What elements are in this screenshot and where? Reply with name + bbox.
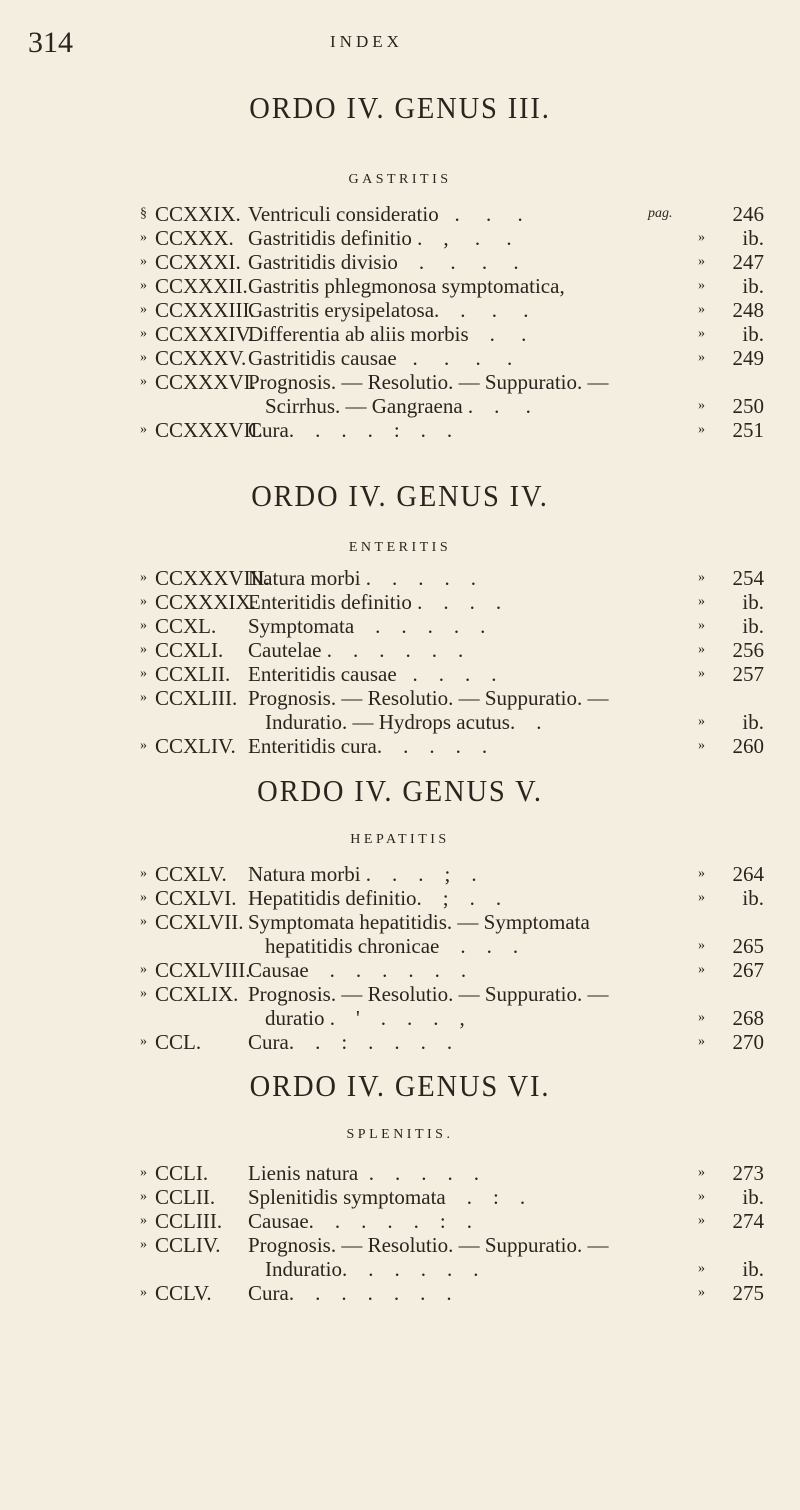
entry-title: Lienis natura . . . . . — [248, 1161, 479, 1185]
page-marker: » — [698, 866, 705, 881]
section-subtitle: HEPATITIS — [350, 832, 450, 847]
entry-number: CCXXXVIII. — [155, 566, 270, 590]
entry-marker: » — [140, 738, 147, 753]
entry-number: CCLII. — [155, 1185, 216, 1209]
entry-number: CCXXX. — [155, 226, 234, 250]
entry-page: ib. — [742, 710, 764, 734]
entry-marker: » — [140, 866, 147, 881]
index-entry — [0, 734, 800, 758]
index-entry — [0, 590, 800, 614]
index-entry — [0, 686, 800, 710]
section-heading: ORDO IV. GENUS VI. — [249, 1068, 551, 1103]
entry-page: 270 — [732, 1030, 764, 1054]
index-entry — [0, 250, 800, 274]
entry-page: 249 — [732, 346, 764, 370]
entry-marker: » — [140, 570, 147, 585]
page-marker: » — [698, 738, 705, 753]
entry-marker: » — [140, 1213, 147, 1228]
entry-number: CCXXXVII. — [155, 418, 263, 442]
entry-page: 274 — [732, 1209, 764, 1233]
index-entry — [0, 710, 800, 734]
page-marker: » — [698, 714, 705, 729]
entry-page: 251 — [732, 418, 764, 442]
entry-title: Induratio. . . . . . — [265, 1257, 479, 1281]
entry-marker: » — [140, 302, 147, 317]
section-subtitle: SPLENITIS. — [346, 1127, 454, 1142]
entry-number: CCXLI. — [155, 638, 224, 662]
index-entry — [0, 1209, 800, 1233]
section-heading: ORDO IV. GENUS V. — [257, 773, 543, 808]
entry-title: Cura. . . . : . . — [248, 418, 453, 442]
entry-page: ib. — [742, 1257, 764, 1281]
index-entry — [0, 1257, 800, 1281]
entry-marker: » — [140, 890, 147, 905]
index-entry — [0, 982, 800, 1006]
entry-page: 254 — [732, 566, 764, 590]
index-entry — [0, 1006, 800, 1030]
entry-marker: » — [140, 422, 147, 437]
entry-number: CCXXXIV. — [155, 322, 254, 346]
entry-title: Gastritis erysipelatosa. . . . — [248, 298, 529, 322]
entry-title: Symptomata . . . . . — [248, 614, 486, 638]
entry-title: Cura. . . . . . . — [248, 1281, 452, 1305]
entry-title: Natura morbi . . . . . — [248, 566, 477, 590]
entry-title: Prognosis. — Resolutio. — Suppuratio. — — [248, 686, 609, 710]
entry-title: Splenitidis symptomata . : . — [248, 1185, 526, 1209]
index-entry — [0, 322, 800, 346]
entry-title: Causae. . . . . : . — [248, 1209, 472, 1233]
index-entry — [0, 370, 800, 394]
page-marker: » — [698, 594, 705, 609]
entry-marker: » — [140, 326, 147, 341]
entry-number: CCXLIII. — [155, 686, 238, 710]
page-marker: » — [698, 1165, 705, 1180]
page-marker: » — [698, 398, 705, 413]
entry-title: Natura morbi . . . ; . — [248, 862, 477, 886]
index-entry — [0, 274, 800, 298]
entry-number: CCXLVI. — [155, 886, 237, 910]
entry-marker: » — [140, 1237, 147, 1252]
entry-marker: » — [140, 374, 147, 389]
entry-title: hepatitidis chronicae . . . — [265, 934, 519, 958]
page-marker: » — [698, 570, 705, 585]
entry-page: 247 — [732, 250, 764, 274]
entry-title: Cautelae . . . . . . — [248, 638, 464, 662]
section-subtitle: GASTRITIS — [348, 172, 452, 187]
page-marker: » — [698, 962, 705, 977]
entry-marker: » — [140, 1189, 147, 1204]
entry-page: 257 — [732, 662, 764, 686]
entry-number: CCXXIX. — [155, 202, 241, 226]
index-entry — [0, 886, 800, 910]
entry-marker: » — [140, 666, 147, 681]
index-entry — [0, 1185, 800, 1209]
page-marker: » — [698, 422, 705, 437]
entry-number: CCXXXV. — [155, 346, 247, 370]
entry-number: CCXLIV. — [155, 734, 236, 758]
entry-title: Prognosis. — Resolutio. — Suppuratio. — — [248, 1233, 609, 1257]
entry-title: Enteritidis cura. . . . . — [248, 734, 488, 758]
index-entry — [0, 298, 800, 322]
index-entry — [0, 934, 800, 958]
index-entry — [0, 662, 800, 686]
entry-title: Prognosis. — Resolutio. — Suppuratio. — — [248, 370, 609, 394]
entry-marker: » — [140, 254, 147, 269]
entry-page: 248 — [732, 298, 764, 322]
entry-marker: » — [140, 1165, 147, 1180]
page-marker: » — [698, 1285, 705, 1300]
entry-title: Gastritidis definitio . , . . — [248, 226, 512, 250]
entry-number: CCLIII. — [155, 1209, 223, 1233]
entry-title: Ventriculi consideratio . . . — [248, 202, 523, 226]
page-marker: » — [698, 326, 705, 341]
page-number: 314 — [28, 26, 73, 59]
entry-marker: » — [140, 962, 147, 977]
entry-number: CCXLIX. — [155, 982, 239, 1006]
entry-page: 267 — [732, 958, 764, 982]
page-marker: pag. — [648, 206, 673, 221]
entry-title: Differentia ab aliis morbis . . — [248, 322, 527, 346]
entry-marker: » — [140, 618, 147, 633]
index-entry — [0, 226, 800, 250]
page-marker: » — [698, 618, 705, 633]
entry-page: 264 — [732, 862, 764, 886]
entry-marker: » — [140, 986, 147, 1001]
entry-marker: § — [140, 206, 147, 221]
entry-number: CCXLV. — [155, 862, 227, 886]
index-entry — [0, 1161, 800, 1185]
index-entry — [0, 910, 800, 934]
entry-number: CCLV. — [155, 1281, 212, 1305]
entry-title: Gastritidis causae . . . . — [248, 346, 513, 370]
entry-title: Gastritidis divisio . . . . — [248, 250, 519, 274]
index-entry — [0, 394, 800, 418]
entry-title: Prognosis. — Resolutio. — Suppuratio. — — [248, 982, 609, 1006]
entry-number: CCXXXVI. — [155, 370, 256, 394]
entry-number: CCXLVIII. — [155, 958, 251, 982]
index-entry — [0, 614, 800, 638]
entry-marker: » — [140, 1285, 147, 1300]
page-marker: » — [698, 642, 705, 657]
entry-number: CCXXXII. — [155, 274, 248, 298]
index-entry — [0, 1281, 800, 1305]
entry-marker: » — [140, 690, 147, 705]
entry-number: CCXXXI. — [155, 250, 241, 274]
entry-number: CCL. — [155, 1030, 202, 1054]
entry-page: ib. — [742, 1185, 764, 1209]
entry-number: CCLI. — [155, 1161, 209, 1185]
page-marker: » — [698, 666, 705, 681]
entry-title: Enteritidis definitio . . . . — [248, 590, 502, 614]
entry-page: 268 — [732, 1006, 764, 1030]
entry-marker: » — [140, 230, 147, 245]
page-marker: » — [698, 890, 705, 905]
entry-page: 250 — [732, 394, 764, 418]
entry-title: Symptomata hepatitidis. — Symptomata — [248, 910, 590, 934]
section-heading: ORDO IV. GENUS III. — [249, 90, 551, 125]
entry-title: Enteritidis causae . . . . — [248, 662, 497, 686]
entry-number: CCLIV. — [155, 1233, 221, 1257]
page-marker: » — [698, 1213, 705, 1228]
entry-title: duratio . ' . . . , — [265, 1006, 465, 1030]
index-entry — [0, 958, 800, 982]
entry-number: CCXXXIX. — [155, 590, 256, 614]
entry-marker: » — [140, 350, 147, 365]
entry-page: ib. — [742, 886, 764, 910]
entry-page: ib. — [742, 226, 764, 250]
index-entry — [0, 638, 800, 662]
section-subtitle: ENTERITIS — [348, 540, 452, 555]
entry-page: 275 — [732, 1281, 764, 1305]
entry-title: Hepatitidis definitio. ; . . — [248, 886, 502, 910]
page-marker: » — [698, 1010, 705, 1025]
entry-page: 273 — [732, 1161, 764, 1185]
entry-title: Cura. . : . . . . — [248, 1030, 453, 1054]
entry-marker: » — [140, 642, 147, 657]
entry-page: 265 — [732, 934, 764, 958]
index-entry — [0, 862, 800, 886]
entry-marker: » — [140, 594, 147, 609]
index-entry — [0, 1233, 800, 1257]
page-marker: » — [698, 278, 705, 293]
index-entry — [0, 202, 800, 226]
page-marker: » — [698, 302, 705, 317]
entry-marker: » — [140, 278, 147, 293]
entry-page: 256 — [732, 638, 764, 662]
index-entry — [0, 1030, 800, 1054]
page-marker: » — [698, 1261, 705, 1276]
page-marker: » — [698, 350, 705, 365]
entry-number: CCXLVII. — [155, 910, 244, 934]
entry-page: 260 — [732, 734, 764, 758]
page-marker: » — [698, 1189, 705, 1204]
entry-number: CCXLII. — [155, 662, 231, 686]
entry-page: ib. — [742, 274, 764, 298]
page-marker: » — [698, 230, 705, 245]
section-heading: ORDO IV. GENUS IV. — [251, 478, 549, 513]
page-marker: » — [698, 1034, 705, 1049]
running-title: INDEX — [330, 32, 403, 51]
page-marker: » — [698, 254, 705, 269]
entry-title: Scirrhus. — Gangraena . . . — [265, 394, 531, 418]
index-entry — [0, 346, 800, 370]
index-entry — [0, 418, 800, 442]
entry-page: 246 — [732, 202, 764, 226]
entry-number: CCXXXIII. — [155, 298, 255, 322]
entry-marker: » — [140, 1034, 147, 1049]
entry-page: ib. — [742, 614, 764, 638]
entry-marker: » — [140, 914, 147, 929]
entry-page: ib. — [742, 322, 764, 346]
entry-number: CCXL. — [155, 614, 217, 638]
entry-title: Induratio. — Hydrops acutus. . — [265, 710, 542, 734]
page-marker: » — [698, 938, 705, 953]
entry-title: Gastritis phlegmonosa symptomatica, — [248, 274, 565, 298]
entry-title: Causae . . . . . . — [248, 958, 467, 982]
index-entry — [0, 566, 800, 590]
entry-page: ib. — [742, 590, 764, 614]
